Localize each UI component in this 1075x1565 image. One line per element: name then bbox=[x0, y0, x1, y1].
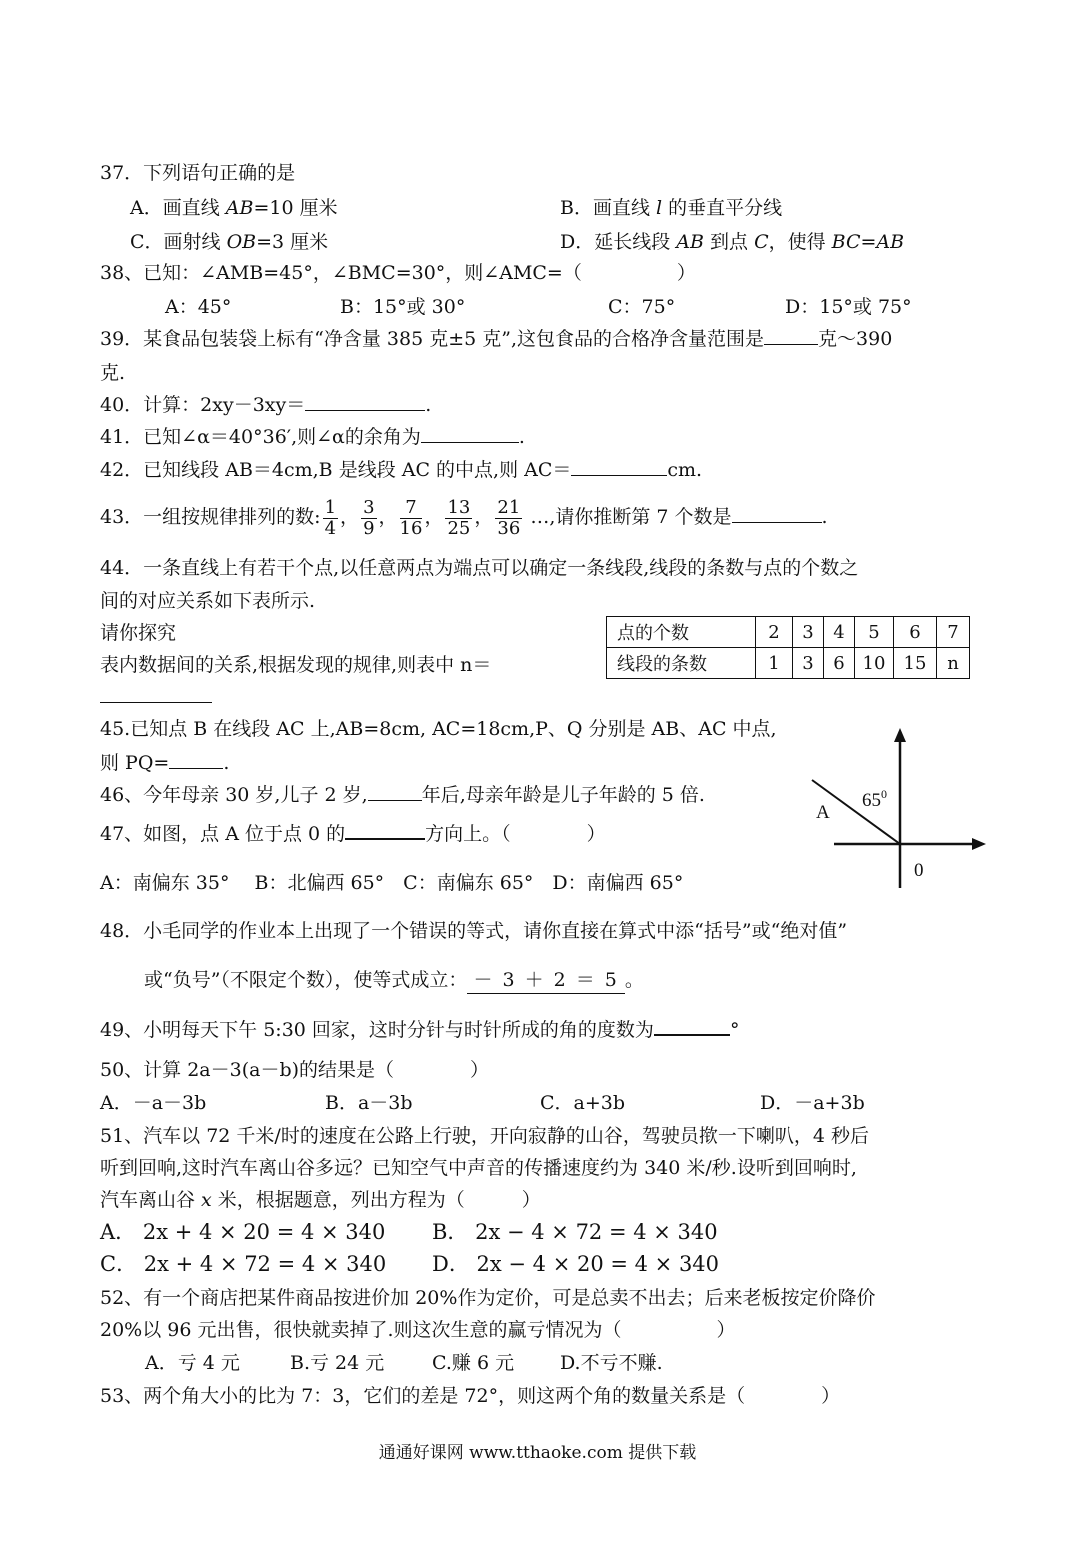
q45-line1: 45.已知点 B 在线段 AC 上,AB=8cm, AC=18cm,P、Q 分别是 AB、AC 中点, bbox=[100, 718, 777, 740]
segment-count-table bbox=[606, 616, 970, 679]
table-cell: 10 bbox=[855, 648, 894, 679]
q41-answer-blank[interactable] bbox=[421, 424, 519, 443]
table-cell: 3 bbox=[793, 617, 824, 648]
q52-line2: 20%以 96 元出售，很快就卖掉了.则这次生意的赢亏情况为（ ） bbox=[100, 1319, 736, 1341]
q43: 43．一组按规律排列的数: $\frac{1}{4}$ ， $\frac{3}{9}$ ， $\frac{7}{16}$ ， $\frac{13}{25}$ ， $\frac{21}{36}$ …,请你推断第 7 个数是 . bbox=[100, 496, 828, 539]
point-a-label: A bbox=[816, 802, 830, 823]
q51-line1: 51、汽车以 72 千米/时的速度在公路上行驶，开向寂静的山谷，驾驶员揿一下喇叭，4 秒后 bbox=[100, 1125, 869, 1147]
q51-option-d: D． 2x − 4 × 20 = 4 × 340 bbox=[432, 1252, 720, 1276]
q46: 46、今年母亲 30 岁,儿子 2 岁, 年后,母亲年龄是儿子年龄的 5 倍. bbox=[100, 784, 705, 806]
q43-answer-blank[interactable] bbox=[732, 504, 822, 523]
direction-figure bbox=[800, 720, 1000, 900]
q52-option-d: D.不亏不赚. bbox=[560, 1352, 663, 1374]
q50-option-b: B．a－3b bbox=[325, 1092, 413, 1114]
point-o-label: 0 bbox=[914, 860, 924, 881]
q44-line3: 请你探究 bbox=[100, 622, 177, 644]
table-cell: 1 bbox=[756, 648, 793, 679]
q48-equation[interactable]: － 3 ＋ 2 ＝ 5 bbox=[467, 967, 624, 994]
q49-answer-blank[interactable] bbox=[654, 1016, 730, 1036]
table-cell: 7 bbox=[937, 617, 970, 648]
q38-option-d: D：15°或 75° bbox=[785, 296, 912, 318]
table-row bbox=[607, 617, 970, 648]
q51-line2: 听到回响,这时汽车离山谷多远？已知空气中声音的传播速度约为 340 米/秒.设听到回响时, bbox=[100, 1157, 857, 1179]
q48-line2: 或“负号”（不限定个数），使等式成立： － 3 ＋ 2 ＝ 5。 bbox=[144, 967, 644, 994]
table-cell: 4 bbox=[824, 617, 855, 648]
table-cell: 2 bbox=[756, 617, 793, 648]
q44-line1: 44．一条直线上有若干个点,以任意两点为端点可以确定一条线段,线段的条数与点的个数之 bbox=[100, 557, 859, 579]
north-arrow-icon bbox=[894, 728, 906, 742]
q51-option-c: C． 2x + 4 × 72 = 4 × 340 bbox=[100, 1252, 387, 1276]
q51-option-b: B． 2x − 4 × 72 = 4 × 340 bbox=[432, 1220, 718, 1244]
q47-stem: 47、如图，点 A 位于点 0 的 方向上。（ ） bbox=[100, 820, 606, 847]
q50-option-d: D．－a+3b bbox=[760, 1092, 865, 1114]
table-cell: 6 bbox=[824, 648, 855, 679]
page-footer: 通通好课网 www.tthaoke.com 提供下载 bbox=[378, 1443, 697, 1463]
q47-options: A：南偏东 35° B：北偏西 65° C：南偏东 65° D：南偏西 65° bbox=[100, 872, 684, 894]
q50-stem: 50、计算 2a－3(a－b)的结果是（ ） bbox=[100, 1059, 490, 1081]
east-arrow-icon bbox=[972, 838, 986, 850]
q37-option-b: B．画直线 l 的垂直平分线 bbox=[560, 197, 783, 219]
q51-option-a: A． 2x + 4 × 20 = 4 × 340 bbox=[100, 1220, 386, 1244]
q38-option-a: A：45° bbox=[165, 296, 232, 318]
q40: 40．计算：2xy－3xy＝ . bbox=[100, 394, 432, 416]
q46-answer-blank[interactable] bbox=[368, 782, 422, 801]
q37-option-a: A．画直线 AB=10 厘米 bbox=[130, 197, 338, 219]
table-row bbox=[607, 648, 970, 679]
q39-line1: 39．某食品包装袋上标有“净含量 385 克±5 克”,这包食品的合格净含量范围是 克～390 bbox=[100, 328, 893, 350]
q45-line2: 则 PQ= . bbox=[100, 752, 230, 774]
q38-option-b: B：15°或 30° bbox=[340, 296, 466, 318]
table-cell: 3 bbox=[793, 648, 824, 679]
q49: 49、小明每天下午 5:30 回家，这时分针与时针所成的角的度数为 ° bbox=[100, 1016, 739, 1043]
q37-option-d: D．延长线段 AB 到点 C，使得 BC=AB bbox=[560, 231, 905, 253]
q37-stem: 37．下列语句正确的是 bbox=[100, 162, 296, 184]
q44-line4: 表内数据间的关系,根据发现的规律,则表中 n＝ bbox=[100, 654, 492, 676]
table-cell: n bbox=[937, 648, 970, 679]
q38-stem: 38、已知：∠AMB=45°，∠BMC=30°，则∠AMC=（ ） bbox=[100, 262, 696, 284]
q37-option-c: C．画射线 OB=3 厘米 bbox=[130, 231, 329, 253]
q43-fraction: $\frac{13}{25}$ bbox=[447, 496, 471, 539]
q43-fraction: $\frac{1}{4}$ bbox=[324, 496, 337, 539]
q52-option-a: A．亏 4 元 bbox=[145, 1352, 240, 1374]
q40-answer-blank[interactable] bbox=[305, 392, 425, 411]
angle-label: $65^0$ bbox=[862, 787, 887, 811]
table-row-header: 点的个数 bbox=[607, 617, 756, 648]
q43-fraction: $\frac{21}{36}$ bbox=[497, 496, 521, 539]
q53-stem: 53、两个角大小的比为 7：3，它们的差是 72°，则这两个角的数量关系是（ ） bbox=[100, 1385, 841, 1407]
table-cell: 6 bbox=[894, 617, 937, 648]
q50-option-c: C．a+3b bbox=[540, 1092, 626, 1114]
q47-answer-blank[interactable] bbox=[345, 820, 425, 840]
q39-line2: 克. bbox=[100, 362, 126, 384]
q44-answer-line bbox=[100, 684, 212, 710]
q48-line1: 48．小毛同学的作业本上出现了一个错误的等式，请你直接在算式中添“括号”或“绝对值” bbox=[100, 920, 848, 942]
q43-fraction: $\frac{7}{16}$ bbox=[399, 496, 423, 539]
q51-line3: 汽车离山谷 x 米，根据题意，列出方程为（ ） bbox=[100, 1189, 541, 1211]
q41: 41．已知∠α＝40°36′,则∠α的余角为 . bbox=[100, 426, 525, 448]
q44-answer-blank[interactable] bbox=[100, 684, 212, 703]
q45-answer-blank[interactable] bbox=[169, 750, 223, 769]
table-cell: 15 bbox=[894, 648, 937, 679]
q50-option-a: A．－a－3b bbox=[100, 1092, 207, 1114]
q44-line2: 间的对应关系如下表所示. bbox=[100, 590, 316, 612]
q42-answer-blank[interactable] bbox=[571, 457, 667, 476]
q39-answer-blank[interactable] bbox=[764, 326, 818, 345]
q43-fraction: $\frac{3}{9}$ bbox=[363, 496, 375, 539]
q52-line1: 52、有一个商店把某件商品按进价加 20%作为定价，可是总卖不出去；后来老板按定价降价 bbox=[100, 1287, 876, 1309]
q52-option-b: B.亏 24 元 bbox=[290, 1352, 385, 1374]
q52-option-c: C.赚 6 元 bbox=[432, 1352, 515, 1374]
table-row-header: 线段的条数 bbox=[607, 648, 756, 679]
table-cell: 5 bbox=[855, 617, 894, 648]
q38-option-c: C：75° bbox=[608, 296, 676, 318]
q42: 42．已知线段 AB＝4cm,B 是线段 AC 的中点,则 AC＝ cm. bbox=[100, 459, 703, 481]
